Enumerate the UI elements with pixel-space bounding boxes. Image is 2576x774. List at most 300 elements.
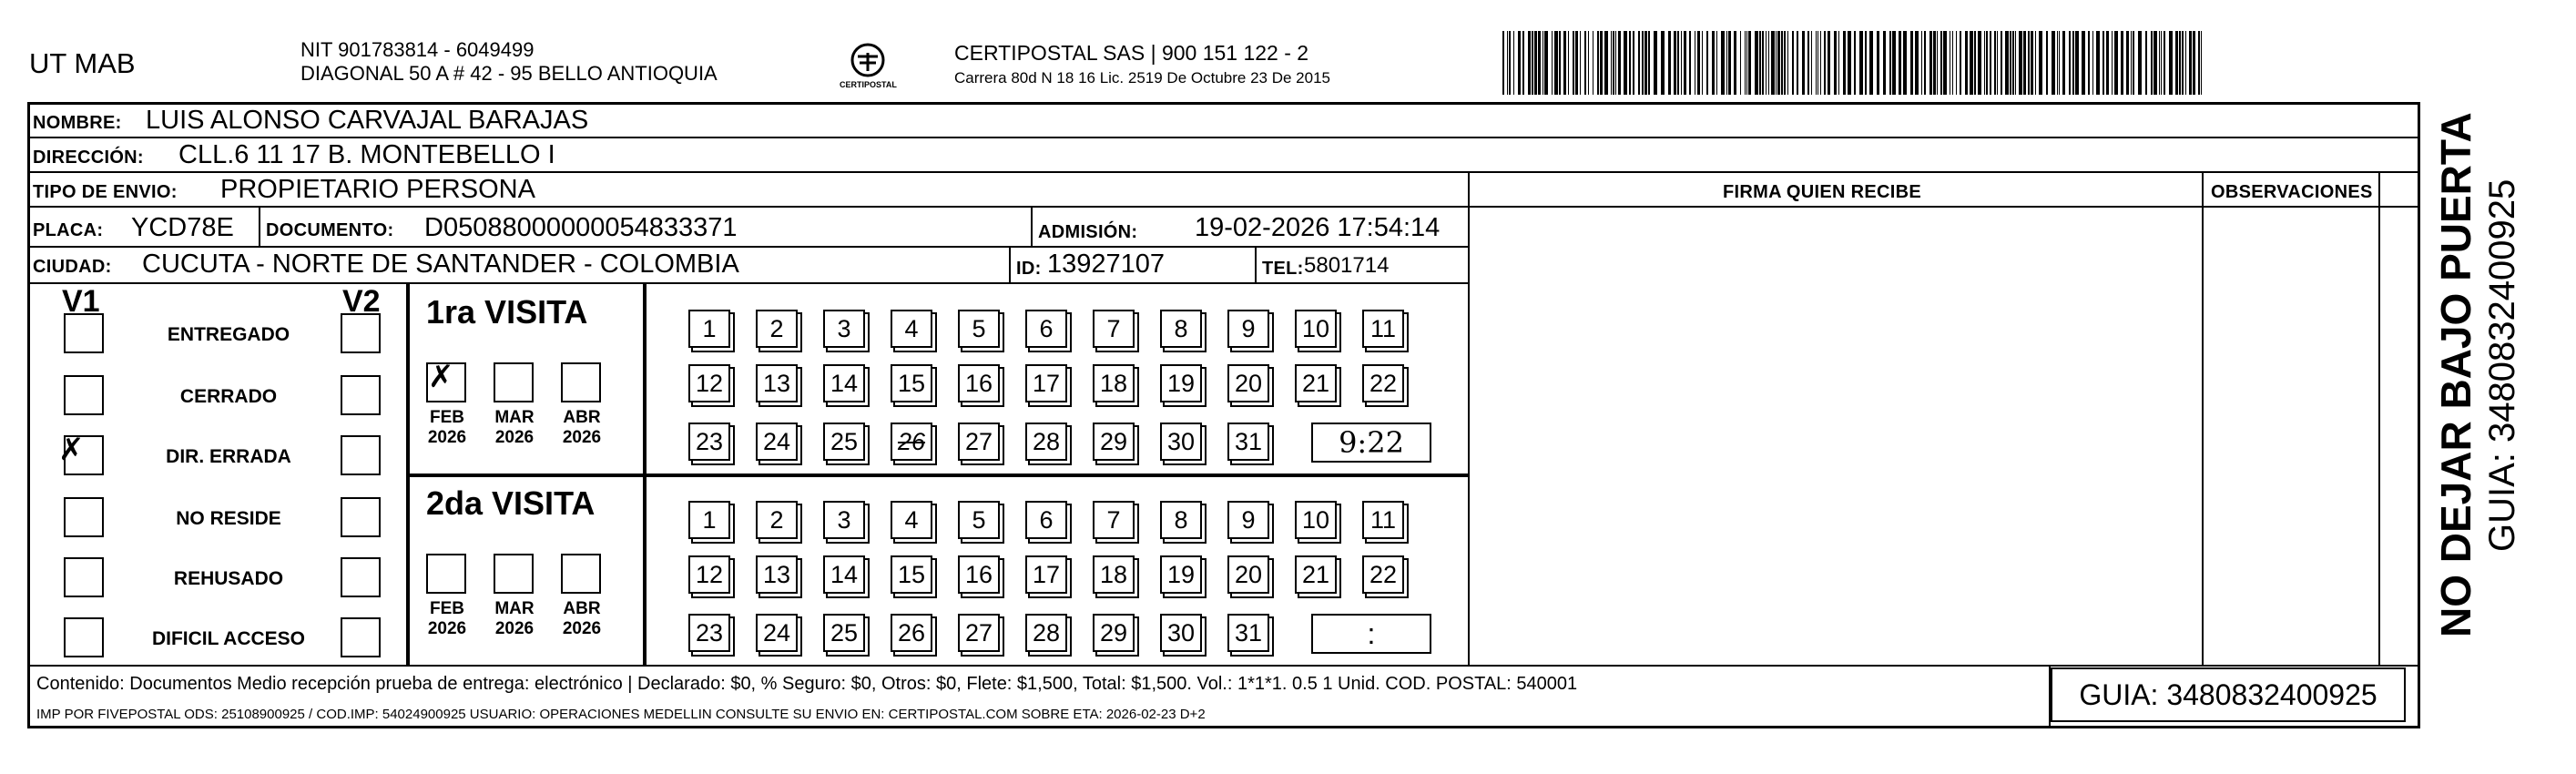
day-box[interactable]: 1 xyxy=(688,501,730,539)
barcode-bar xyxy=(1755,31,1758,95)
barcode-bar xyxy=(2103,31,2104,95)
day-box[interactable]: 2 xyxy=(756,310,798,348)
footer-divider xyxy=(27,665,2420,667)
barcode-bar xyxy=(1759,31,1761,95)
day-box[interactable]: 16 xyxy=(958,555,1000,594)
barcode-bar xyxy=(2179,31,2181,95)
row-divider xyxy=(27,246,1468,248)
side-guia-number: GUIA: 3480832400925 xyxy=(2482,178,2522,552)
barcode-bar xyxy=(1618,31,1621,95)
day-box[interactable]: 8 xyxy=(1160,310,1202,348)
tel-label: TEL: xyxy=(1262,259,1304,279)
barcode-bar xyxy=(2161,31,2162,95)
day-box[interactable]: 24 xyxy=(756,423,798,461)
v2-checkbox[interactable] xyxy=(341,375,381,415)
barcode-bar xyxy=(1513,31,1514,95)
day-box[interactable]: 3 xyxy=(823,310,865,348)
barcode-bar xyxy=(1997,31,1998,95)
month-name: ABR xyxy=(563,599,601,618)
month-checkbox[interactable] xyxy=(426,554,466,594)
barcode-bar xyxy=(1740,31,1741,95)
status-option-label: NO RESIDE xyxy=(176,508,281,529)
day-box[interactable]: 19 xyxy=(1160,555,1202,594)
month-checkbox[interactable] xyxy=(561,362,601,402)
barcode-bar xyxy=(1554,31,1558,95)
day-box[interactable]: 23 xyxy=(688,614,730,652)
barcode-bar xyxy=(1848,31,1851,95)
barcode-bar xyxy=(2159,31,2160,95)
status-option-label: ENTREGADO xyxy=(167,324,290,345)
barcode-bar xyxy=(1597,31,1599,95)
barcode-bar xyxy=(1807,31,1809,95)
v1-checkbox[interactable] xyxy=(64,497,104,537)
month-label xyxy=(554,599,610,639)
sender-nit: NIT 901783814 - 6049499 xyxy=(300,38,535,61)
v1-header: V1 xyxy=(62,284,100,319)
day-box[interactable]: 1 xyxy=(688,310,730,348)
v1-checkbox[interactable] xyxy=(64,313,104,353)
barcode-bar xyxy=(1728,31,1731,95)
month-label xyxy=(554,408,610,448)
barcode-bar xyxy=(1734,31,1736,95)
barcode-bar xyxy=(2092,31,2093,95)
barcode-bar xyxy=(1509,31,1511,95)
barcode-bar xyxy=(1877,31,1879,95)
v1-checkbox[interactable] xyxy=(64,617,104,657)
barcode-bar xyxy=(2001,31,2002,95)
day-box[interactable]: 15 xyxy=(891,555,932,594)
day-box[interactable]: 30 xyxy=(1160,614,1202,652)
barcode-bar xyxy=(1838,31,1839,95)
day-box[interactable]: 31 xyxy=(1227,614,1269,652)
barcode-bar xyxy=(1563,31,1566,95)
barcode-bar xyxy=(1854,31,1856,95)
status-option-label: DIFICIL ACCESO xyxy=(151,628,305,649)
month-year: 2026 xyxy=(494,428,535,447)
day-box[interactable]: 8 xyxy=(1160,501,1202,539)
barcode-bar xyxy=(1588,31,1589,95)
barcode-bar xyxy=(1820,31,1821,95)
month-year: 2026 xyxy=(494,619,535,638)
barcode-bar xyxy=(1915,31,1919,95)
barcode-bar xyxy=(1745,31,1746,95)
v1-checkbox[interactable] xyxy=(64,375,104,415)
barcode-bar xyxy=(1994,31,1996,95)
day-box[interactable]: 13 xyxy=(756,364,798,402)
barcode-bar xyxy=(1600,31,1603,95)
barcode-bar xyxy=(2193,31,2195,95)
barcode-bar xyxy=(1811,31,1812,95)
barcode-bar xyxy=(2185,31,2186,95)
ciudad-label: CIUDAD: xyxy=(33,257,112,277)
day-box[interactable]: 14 xyxy=(823,555,865,594)
barcode-bar xyxy=(1903,31,1907,95)
row-divider xyxy=(27,137,2420,138)
barcode-bar xyxy=(1502,31,1504,95)
barcode-bar xyxy=(1552,31,1553,95)
no-dejar-warning: NO DEJAR BAJO PUERTA xyxy=(2432,112,2479,637)
day-box[interactable]: 17 xyxy=(1025,555,1067,594)
barcode-bar xyxy=(2151,31,2153,95)
day-box[interactable]: 15 xyxy=(891,364,932,402)
barcode-bar xyxy=(1674,31,1676,95)
barcode-bar xyxy=(1518,31,1521,95)
barcode-bar xyxy=(1642,31,1644,95)
month-label xyxy=(486,599,543,639)
month-year: 2026 xyxy=(562,428,602,447)
barcode-bar xyxy=(1661,31,1665,95)
field-divider xyxy=(259,206,260,246)
check-mark-icon: ✗ xyxy=(58,432,85,468)
month-year: 2026 xyxy=(427,428,467,447)
visit-title: 2da VISITA xyxy=(426,484,596,522)
observaciones-header: OBSERVACIONES xyxy=(2211,182,2373,202)
nombre-value: LUIS ALONSO CARVAJAL BARAJAS xyxy=(146,106,589,135)
barcode-bar xyxy=(2075,31,2079,95)
day-box[interactable]: 25 xyxy=(823,423,865,461)
barcode-bar xyxy=(1568,31,1569,95)
day-box[interactable]: 27 xyxy=(958,614,1000,652)
content-summary: Contenido: Documentos Medio recepción prueba de entrega: electrónico | Declarado: $0, % Seguro: $0, Otros: $0, Flete: $1,500, Total: $1,500. Vol.: 1*1*1. 0.5 1 Unid. COD. POSTAL: 540001 xyxy=(36,674,1578,694)
barcode-bar xyxy=(2114,31,2118,95)
barcode-bar xyxy=(1575,31,1578,95)
barcode-bar xyxy=(2015,31,2016,95)
day-box[interactable]: 18 xyxy=(1093,555,1135,594)
sender-name: UT MAB xyxy=(29,47,136,79)
day-box[interactable]: 30 xyxy=(1160,423,1202,461)
barcode-bar xyxy=(1534,31,1537,95)
day-box[interactable]: 12 xyxy=(688,555,730,594)
column-divider xyxy=(1468,171,1470,665)
column-divider xyxy=(406,282,410,665)
print-info: IMP POR FIVEPOSTAL ODS: 25108900925 / COD.IMP: 54024900925 USUARIO: OPERACIONES MEDELLIN CONSULTE SU ENVIO EN: CERTIPOSTAL.COM SOBRE ETA: 2026-02-23 D+2 xyxy=(36,707,1206,722)
barcode-bar xyxy=(1611,31,1612,95)
placa-label: PLACA: xyxy=(33,220,104,240)
day-box[interactable]: 24 xyxy=(756,614,798,652)
barcode-bar xyxy=(1984,31,1985,95)
barcode-bar xyxy=(1910,31,1913,95)
day-box[interactable]: 20 xyxy=(1227,555,1269,594)
barcode-bar xyxy=(2046,31,2048,95)
day-box[interactable]: 27 xyxy=(958,423,1000,461)
visit-divider xyxy=(406,474,1468,477)
day-box[interactable]: 4 xyxy=(891,310,932,348)
tipo-envio-value: PROPIETARIO PERSONA xyxy=(220,175,535,204)
barcode-bar xyxy=(2010,31,2011,95)
barcode-bar xyxy=(2138,31,2142,95)
logo-text: CERTIPOSTAL xyxy=(840,80,897,89)
barcode-bar xyxy=(1766,31,1767,95)
barcode-bar xyxy=(2012,31,2014,95)
barcode-bar xyxy=(1965,31,1968,95)
barcode-bar xyxy=(2057,31,2058,95)
barcode-bar xyxy=(1892,31,1896,95)
id-label: ID: xyxy=(1016,259,1042,279)
barcode-bar xyxy=(1689,31,1691,95)
barcode-bar xyxy=(1776,31,1777,95)
month-name: ABR xyxy=(563,408,601,427)
carrier-name: CERTIPOSTAL SAS | 900 151 122 - 2 xyxy=(954,41,1309,65)
barcode-bar xyxy=(1933,31,1936,95)
column-divider xyxy=(2202,171,2204,665)
barcode-bar xyxy=(1624,31,1627,95)
check-mark-icon: ✗ xyxy=(428,359,454,395)
barcode-bar xyxy=(2035,31,2036,95)
day-box[interactable]: 19 xyxy=(1160,364,1202,402)
status-option-label: REHUSADO xyxy=(173,568,284,589)
barcode-bar xyxy=(2131,31,2132,95)
month-checkbox[interactable] xyxy=(494,362,534,402)
placa-value: YCD78E xyxy=(131,213,234,242)
barcode-bar xyxy=(1654,31,1657,95)
day-box[interactable]: 18 xyxy=(1093,364,1135,402)
barcode-bar xyxy=(1507,31,1508,95)
day-box[interactable]: 25 xyxy=(823,614,865,652)
barcode-bar xyxy=(1532,31,1533,95)
barcode-bar xyxy=(1648,31,1650,95)
day-box[interactable]: 29 xyxy=(1093,423,1135,461)
barcode-bar xyxy=(1899,31,1901,95)
barcode-bar xyxy=(2121,31,2123,95)
barcode-bar xyxy=(1828,31,1830,95)
barcode-bar xyxy=(1781,31,1783,95)
barcode-bar xyxy=(2072,31,2074,95)
status-option-label: CERRADO xyxy=(179,386,278,407)
direccion-value: CLL.6 11 17 B. MONTEBELLO I xyxy=(178,140,555,169)
day-box[interactable]: 26 xyxy=(891,423,932,461)
barcode-bar xyxy=(2039,31,2042,95)
barcode-bar xyxy=(1721,31,1725,95)
barcode-bar xyxy=(1544,31,1548,95)
barcode-bar xyxy=(2112,31,2113,95)
day-box[interactable]: 5 xyxy=(958,310,1000,348)
barcode-bar xyxy=(1748,31,1751,95)
day-box[interactable]: 2 xyxy=(756,501,798,539)
barcode-bar xyxy=(2028,31,2030,95)
month-checkbox[interactable] xyxy=(561,554,601,594)
barcode-bar xyxy=(2201,31,2202,95)
barcode-bar xyxy=(2182,31,2184,95)
carrier-address: Carrera 80d N 18 16 Lic. 2519 De Octubre 23 De 2015 xyxy=(954,69,1330,87)
day-box[interactable]: 20 xyxy=(1227,364,1269,402)
barcode-bar xyxy=(1924,31,1926,95)
status-option-label: DIR. ERRADA xyxy=(166,446,291,467)
v2-checkbox[interactable] xyxy=(341,435,381,475)
guia-number-box: GUIA: 3480832400925 xyxy=(2051,667,2406,722)
barcode-bar xyxy=(2133,31,2134,95)
day-box[interactable]: 9 xyxy=(1227,310,1269,348)
barcode-bar xyxy=(1937,31,1938,95)
day-box[interactable]: 22 xyxy=(1362,364,1404,402)
barcode-bar xyxy=(2052,31,2055,95)
sender-address: DIAGONAL 50 A # 42 - 95 BELLO ANTIOQUIA xyxy=(300,62,718,85)
barcode-bar xyxy=(1859,31,1863,95)
certipostal-logo xyxy=(836,40,900,95)
barcode-bar xyxy=(1816,31,1817,95)
visit-time-field[interactable]: 9:22 xyxy=(1311,423,1431,463)
v2-checkbox[interactable] xyxy=(341,497,381,537)
barcode-bar xyxy=(1584,31,1586,95)
day-box[interactable]: 26 xyxy=(891,614,932,652)
id-value: 13927107 xyxy=(1047,250,1166,279)
month-name: MAR xyxy=(494,599,535,618)
barcode-bar xyxy=(1638,31,1640,95)
barcode-bar xyxy=(1712,31,1715,95)
barcode-bar xyxy=(1889,31,1891,95)
admision-value: 19-02-2026 17:54:14 xyxy=(1195,213,1441,242)
barcode-bar xyxy=(1681,31,1682,95)
row-divider xyxy=(27,282,1468,284)
day-box[interactable]: 16 xyxy=(958,364,1000,402)
barcode-bar xyxy=(1528,31,1531,95)
field-divider xyxy=(1031,206,1033,246)
barcode-bar xyxy=(1990,31,1991,95)
day-box[interactable]: 14 xyxy=(823,364,865,402)
barcode-bar xyxy=(1762,31,1764,95)
barcode-bar xyxy=(1974,31,1976,95)
barcode-bar xyxy=(2023,31,2026,95)
column-header-divider xyxy=(1468,206,2420,208)
barcode-bar xyxy=(1615,31,1616,95)
barcode-bar xyxy=(1952,31,1953,95)
day-box[interactable]: 28 xyxy=(1025,614,1067,652)
nombre-label: NOMBRE: xyxy=(33,113,122,133)
barcode-bar xyxy=(1802,31,1805,95)
barcode-bar xyxy=(1865,31,1867,95)
barcode-bar xyxy=(2164,31,2165,95)
day-box[interactable]: 9 xyxy=(1227,501,1269,539)
month-name: FEB xyxy=(430,599,464,618)
barcode-bar xyxy=(1960,31,1961,95)
documento-label: DOCUMENTO: xyxy=(266,220,394,240)
firma-header: FIRMA QUIEN RECIBE xyxy=(1723,182,1921,202)
barcode-bar xyxy=(2082,31,2085,95)
tel-value: 5801714 xyxy=(1304,253,1390,278)
day-box[interactable]: 6 xyxy=(1025,501,1067,539)
barcode-bar xyxy=(1817,31,1818,95)
barcode-bar xyxy=(1684,31,1686,95)
barcode-bar xyxy=(1986,31,1988,95)
barcode-bar xyxy=(1668,31,1671,95)
day-box[interactable]: 29 xyxy=(1093,614,1135,652)
visit-title: 1ra VISITA xyxy=(426,293,588,331)
day-box[interactable]: 7 xyxy=(1093,501,1135,539)
barcode-bar xyxy=(1726,31,1727,95)
visit-time-field[interactable]: : xyxy=(1311,614,1431,654)
barcode-bar xyxy=(2059,31,2060,95)
day-box[interactable]: 10 xyxy=(1295,501,1337,539)
barcode-bar xyxy=(2069,31,2071,95)
field-divider xyxy=(1009,246,1011,282)
barcode-bar xyxy=(1978,31,1981,95)
barcode-bar xyxy=(1940,31,1942,95)
barcode-bar xyxy=(1970,31,1973,95)
day-box[interactable]: 11 xyxy=(1362,501,1404,539)
tipo-envio-label: TIPO DE ENVIO: xyxy=(33,182,178,202)
month-year: 2026 xyxy=(562,619,602,638)
barcode-bar xyxy=(1943,31,1947,95)
barcode-bar xyxy=(2088,31,2090,95)
day-box[interactable]: 6 xyxy=(1025,310,1067,348)
barcode-bar xyxy=(2145,31,2147,95)
barcode-bar xyxy=(1768,31,1769,95)
day-box[interactable]: 11 xyxy=(1362,310,1404,348)
barcode-bar xyxy=(1716,31,1717,95)
documento-value: D05088000000054833371 xyxy=(424,213,738,242)
barcode-image xyxy=(1502,31,2204,95)
barcode-bar xyxy=(2005,31,2009,95)
v2-checkbox[interactable] xyxy=(341,617,381,657)
barcode-bar xyxy=(2169,31,2173,95)
barcode-bar xyxy=(2106,31,2109,95)
direccion-label: DIRECCIÓN: xyxy=(33,148,144,168)
month-label xyxy=(486,408,543,448)
barcode-bar xyxy=(1824,31,1826,95)
month-checkbox[interactable] xyxy=(494,554,534,594)
barcode-bar xyxy=(1746,31,1747,95)
barcode-bar xyxy=(2153,31,2157,95)
barcode-bar xyxy=(1633,31,1634,95)
v1-checkbox[interactable] xyxy=(64,557,104,597)
day-box[interactable]: 21 xyxy=(1295,555,1337,594)
day-box[interactable]: 28 xyxy=(1025,423,1067,461)
column-divider xyxy=(643,282,647,665)
barcode-bar xyxy=(2062,31,2065,95)
admision-label: ADMISIÓN: xyxy=(1038,222,1138,242)
row-divider xyxy=(27,171,2420,173)
day-box[interactable]: 5 xyxy=(958,501,1000,539)
day-box[interactable]: 10 xyxy=(1295,310,1337,348)
day-box[interactable]: 12 xyxy=(688,364,730,402)
day-box[interactable]: 21 xyxy=(1295,364,1337,402)
day-box[interactable]: 31 xyxy=(1227,423,1269,461)
barcode-bar xyxy=(1843,31,1846,95)
barcode-bar xyxy=(2126,31,2129,95)
day-box[interactable]: 7 xyxy=(1093,310,1135,348)
day-box[interactable]: 23 xyxy=(688,423,730,461)
barcode-bar xyxy=(1559,31,1561,95)
barcode-bar xyxy=(1629,31,1631,95)
barcode-bar xyxy=(1573,31,1574,95)
barcode-bar xyxy=(1697,31,1700,95)
barcode-bar xyxy=(2019,31,2022,95)
v2-header: V2 xyxy=(342,284,381,319)
barcode-bar xyxy=(1956,31,1957,95)
v2-checkbox[interactable] xyxy=(341,313,381,353)
v2-checkbox[interactable] xyxy=(341,557,381,597)
day-box[interactable]: 13 xyxy=(756,555,798,594)
month-label xyxy=(419,408,475,448)
barcode-bar xyxy=(1777,31,1780,95)
field-divider xyxy=(1255,246,1257,282)
barcode-bar xyxy=(1869,31,1873,95)
barcode-bar xyxy=(2189,31,2192,95)
barcode-bar xyxy=(2198,31,2200,95)
barcode-bar xyxy=(1787,31,1788,95)
barcode-bar xyxy=(1677,31,1679,95)
day-box[interactable]: 4 xyxy=(891,501,932,539)
barcode-bar xyxy=(1784,31,1786,95)
day-box[interactable]: 22 xyxy=(1362,555,1404,594)
day-box[interactable]: 17 xyxy=(1025,364,1067,402)
month-year: 2026 xyxy=(427,619,467,638)
barcode-bar xyxy=(1792,31,1794,95)
barcode-bar xyxy=(1771,31,1775,95)
month-name: MAR xyxy=(494,408,535,427)
barcode-bar xyxy=(2031,31,2033,95)
day-box[interactable]: 3 xyxy=(823,501,865,539)
barcode-bar xyxy=(1702,31,1703,95)
